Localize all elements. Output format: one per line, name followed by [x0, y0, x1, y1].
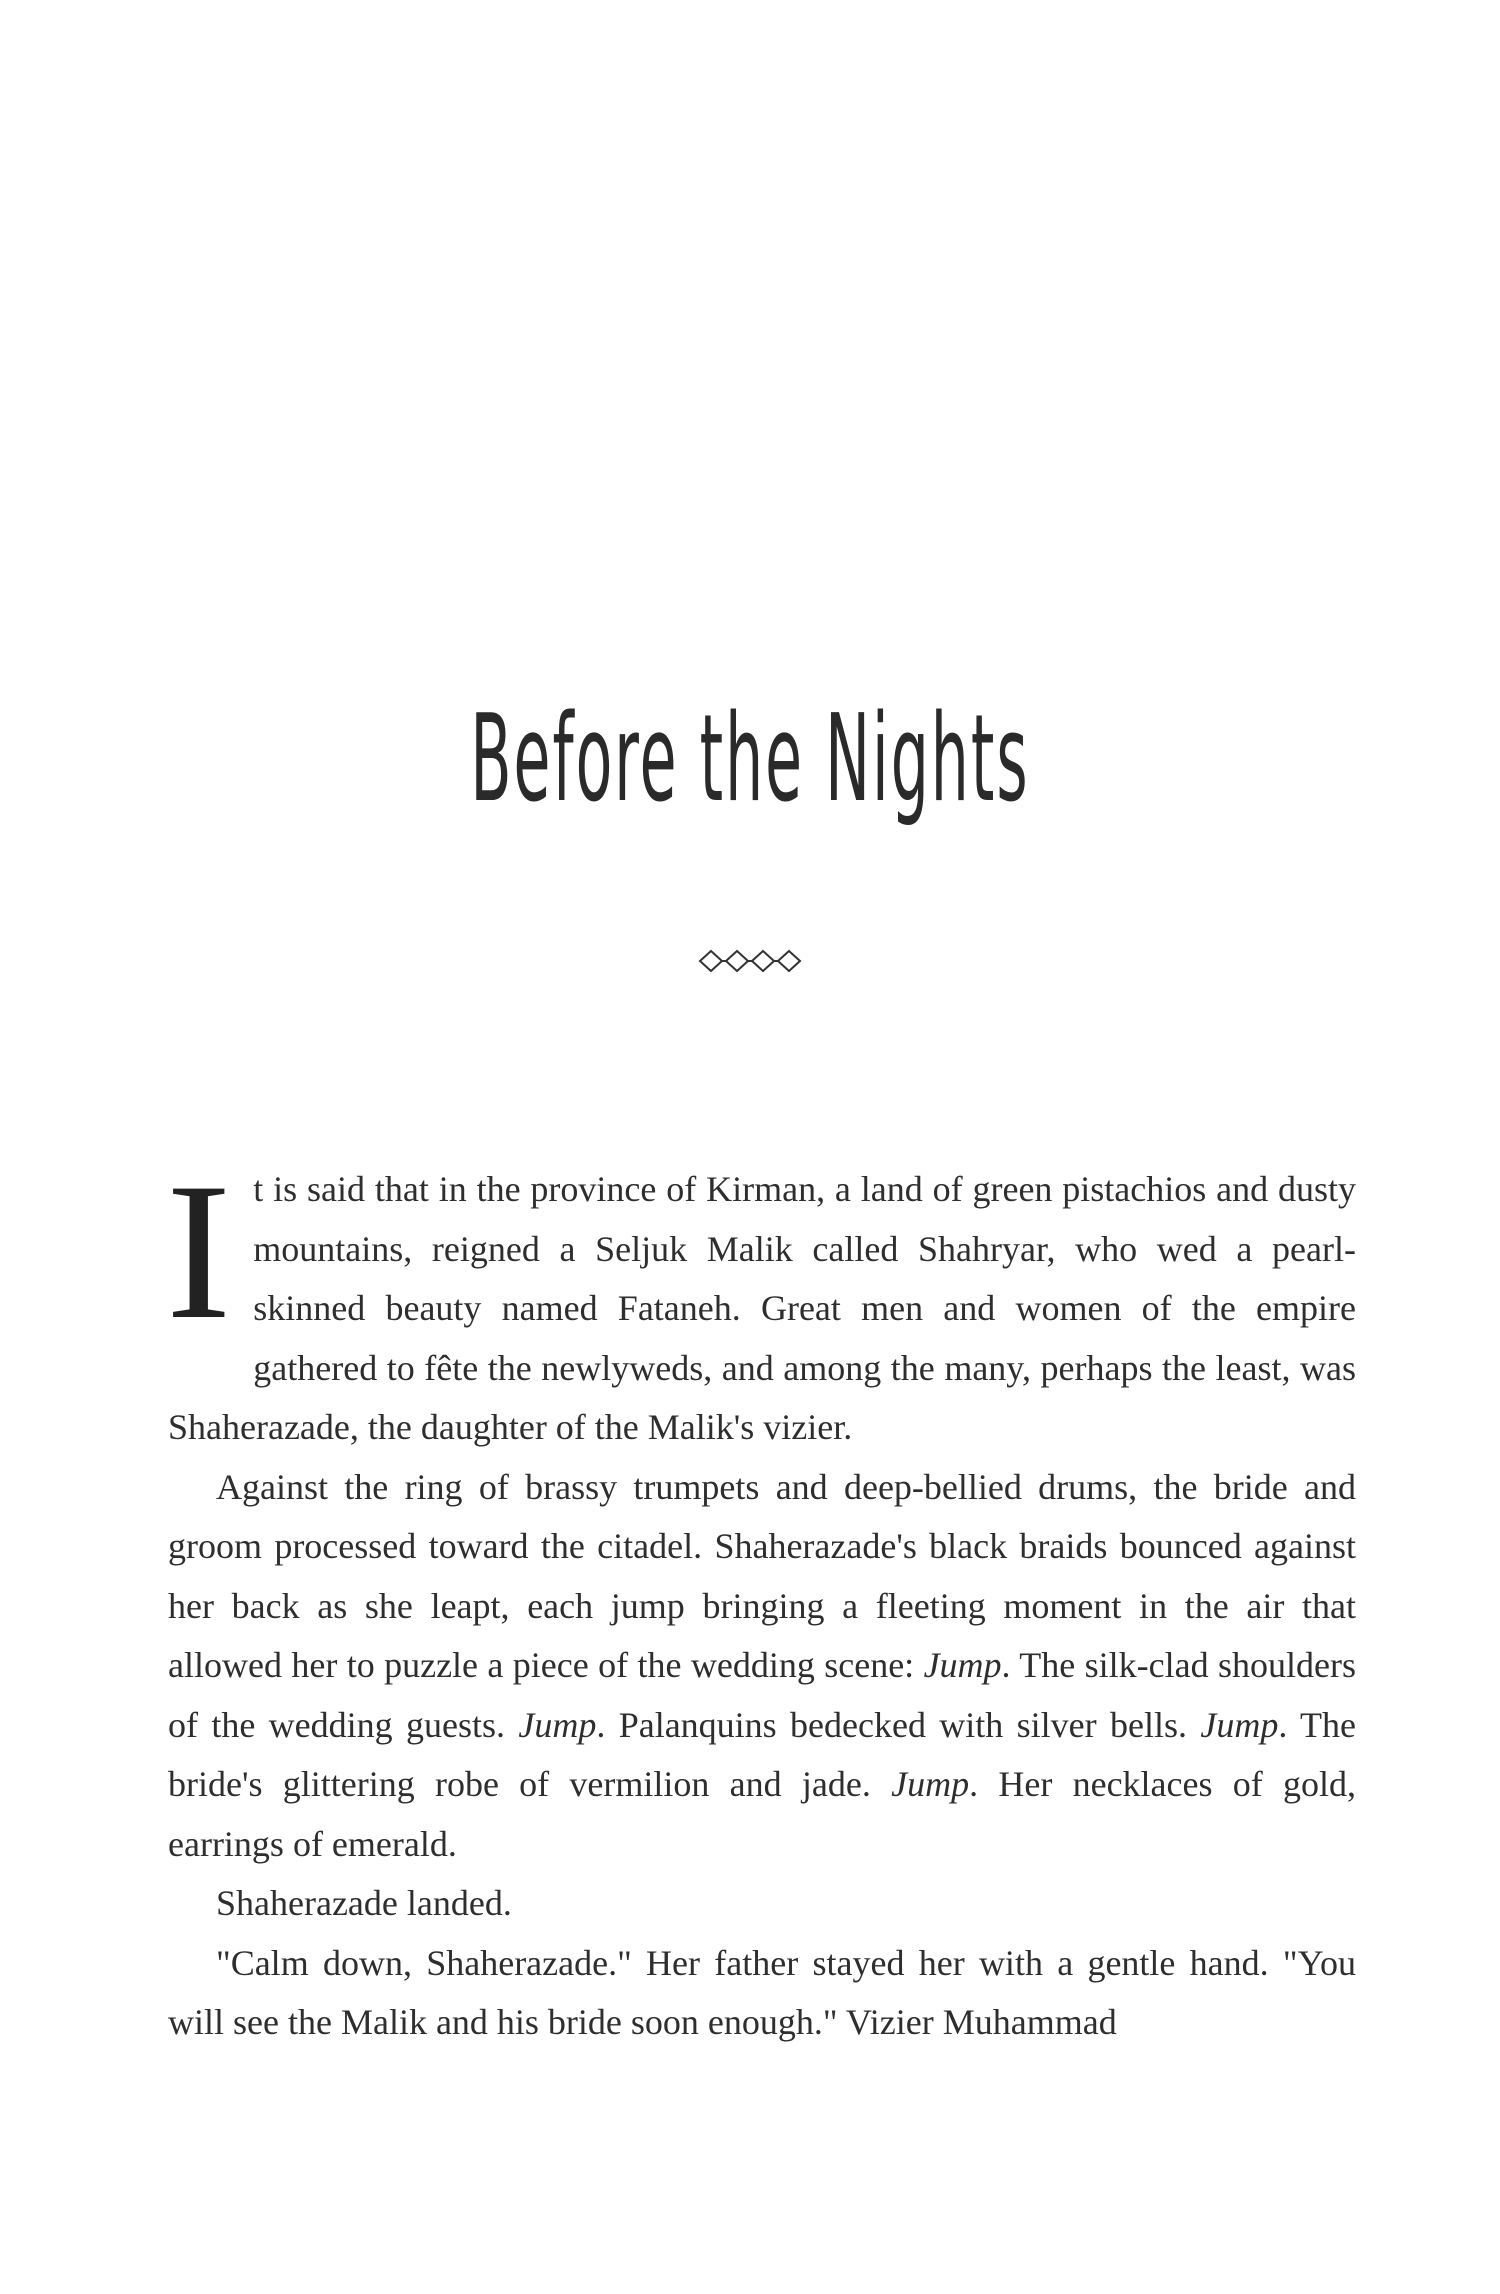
- paragraph-2-segment: . The silk-clad shoulders of the wedding guests.: [168, 1645, 1356, 1745]
- emphasis-jump: Jump: [891, 1764, 970, 1804]
- paragraph-2-segment: . Palanquins bedecked with silver bells.: [596, 1704, 1201, 1745]
- paragraph-2-segment: . The bride's glittering robe of vermilion and jade.: [168, 1704, 1356, 1804]
- paragraph-2: [168, 1458, 1356, 1875]
- chapter-title: Before the Nights: [470, 690, 1030, 829]
- paragraph-2-segment: . Her necklaces of gold, earrings of emerald.: [168, 1764, 1357, 1864]
- emphasis-jump: Jump: [1200, 1704, 1279, 1745]
- drop-cap: I: [166, 1143, 232, 1360]
- paragraph-4: "Calm down, Shaherazade." Her father stayed her with a gentle hand. "You will see the Malik and his bride soon enough." Vizier Muhammad: [168, 1942, 1356, 2042]
- paragraph-1: [166, 1143, 1356, 1458]
- emphasis-jump: Jump: [518, 1704, 597, 1745]
- paragraph-3: Shaherazade landed.: [216, 1883, 512, 1923]
- chapter-body: [166, 1143, 1357, 2053]
- diamond-ornament-icon: [698, 948, 802, 974]
- paragraph-2-segment: Against the ring of brassy trumpets and deep-bellied drums, the bride and groom processed toward the citadel. Shaherazade's black braids bounced against her back as she leapt, each jump bringing a fleeting moment in the air that allowed her to puzzle a piece of the wedding scene:: [168, 1466, 1356, 1685]
- emphasis-jump: Jump: [923, 1645, 1002, 1685]
- diamond-chain-ornament: [0, 948, 1500, 978]
- paragraph-1-text: t is said that in the province of Kirman, a land of green pistachios and dusty mountains, reigned a Seljuk Malik called Shahryar, who wed a pearl-skinned beauty named Fataneh. Great men and women of the empire gathered to fête the newlyweds, and among the many, perhaps the least, was Shaherazade, the daughter of the Malik's vizier.: [168, 1169, 1356, 1447]
